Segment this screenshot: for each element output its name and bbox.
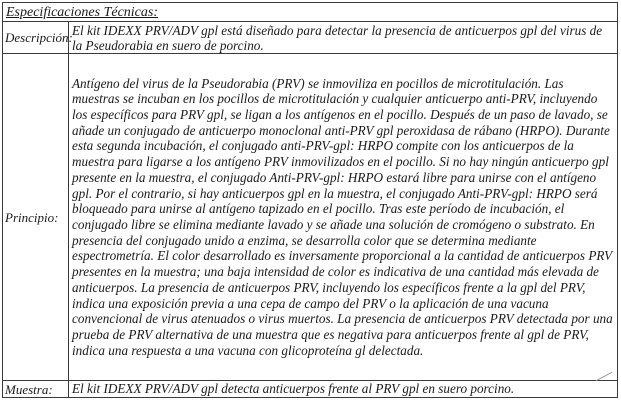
sample-row xyxy=(3,381,618,398)
table-title: Especificaciones Técnicas: xyxy=(3,3,618,22)
principle-label: Principio: xyxy=(3,54,69,381)
sample-text: El kit IDEXX PRV/ADV gpl detecta anticuerpos frente al PRV gpl en suero porcino. xyxy=(69,381,618,398)
description-row xyxy=(3,22,618,54)
principle-row xyxy=(3,54,618,381)
description-text: El kit IDEXX PRV/ADV gpl está diseñado para detectar la presencia de anticuerpos gpl del virus de la Pseudorabia en suero de porcino. xyxy=(69,22,618,54)
sample-label: Muestra: xyxy=(3,381,69,398)
principle-text: Antígeno del virus de la Pseudorabia (PRV) se inmoviliza en pocillos de microtitulación. Las muestras se incuban en los pocillos de microtitulación y cualquier anticuerpo anti-PRV, incluyendo los específicos para PRV gpl, se ligan a los antígenos en el pocillo. Después de un paso de lavado, se añade un conjugado de anticuerpo monoclonal anti-PRV gpl peroxidasa de rábano (HRPO). Durante esta segunda incubación, el conjugado anti-PRV-gpl: HRPO compite con los anticuerpos de la muestra para ligarse a los antígeno PRV inmovilizados en el pocillo. Si no hay ningún anticuerpo gpl presente en la muestra, el conjugado Anti-PRV-gpl: HRPO estará libre para unirse con el antígeno gpl. Por el contrario, si hay anticuerpos gpl en la muestra, el conjugado Anti-PRV-gpl: HRPO será bloqueado para unirse al antígeno tapizado en el pocillo. Tras este período de incubación, el conjugado libre se elimina mediante lavado y se añade una solución de cromógeno o substrato. En presencia del conjugado unido a enzima, se desarrolla color que se determina mediante espectrometría. El color desarrollado es inversamente proporcional a la cantidad de anticuerpos PRV presentes en la muestra; una baja intensidad de color es indicativa de una cantidad más elevada de anticuerpos. La presencia de anticuerpos PRV, incluyendo los específicos frente a la gpl del PRV, indica una exposición previa a una cepa de campo del PRV o la aplicación de una vacuna convencional de virus atenuados o virus muertos. La presencia de anticuerpos PRV detectada por una prueba de PRV alternativa de una muestra que es negativa para anticuerpos frente al gpl de PRV, indica una respuesta a una vacuna con glicoproteína gl delectada. xyxy=(69,54,618,381)
title-row xyxy=(3,3,618,22)
description-label: Descripción: xyxy=(3,22,69,54)
specifications-table xyxy=(2,2,618,398)
